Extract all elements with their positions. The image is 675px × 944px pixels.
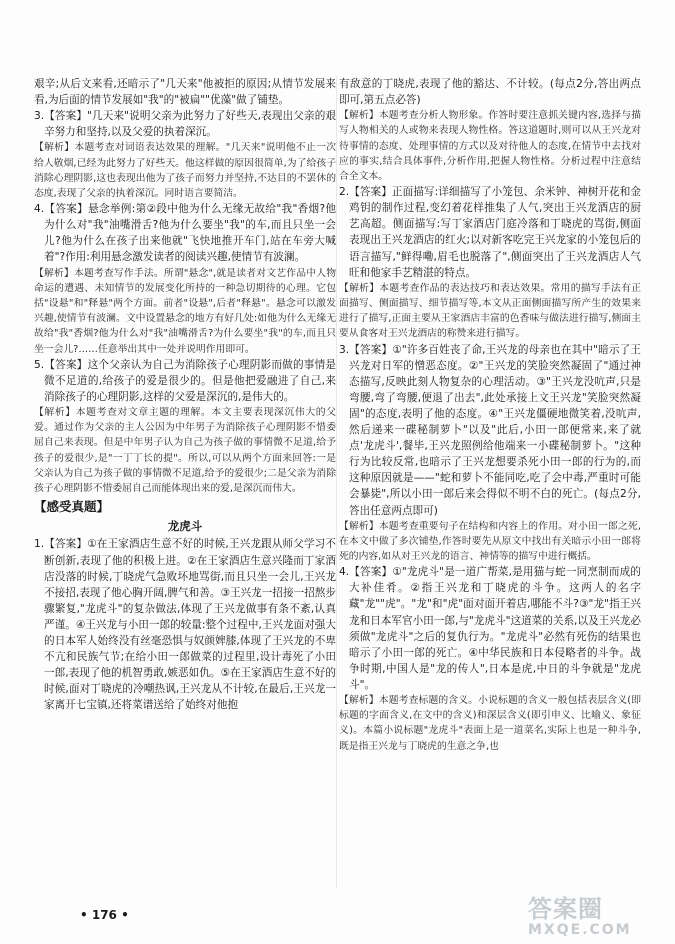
- column-divider: [336, 76, 337, 888]
- story-title: 龙虎斗: [167, 519, 203, 534]
- section-heading: 【感受真题】: [34, 499, 110, 515]
- watermark-bottom: MXQE.COM: [528, 922, 632, 938]
- story-question-1: [34, 536, 336, 713]
- analysis-3: 【解析】本题考查对词语表达效果的理解。"几天来"说明他不止一次给人敬烟,已经为此努力了好些天。他这样做的原因很简单,为了给孩子消除心理阴影,这也表现出他为了孩子而努力并坚持,不达目的不罢休的态度,表现了父亲的执着深沉。同时语言要简洁。: [34, 142, 336, 199]
- left-column: [34, 76, 336, 714]
- page-number: • 176 •: [80, 908, 129, 922]
- story-analysis-4: 【解析】本题考查标题的含义。小说标题的含义一般包括表层含义(即标题的字面含义,在文中的含义)和深层含义(即引申义、比喻义、象征义)。本篇小说标题"龙虎斗"表面上是一道菜名,实际上也是一种斗争,既是指王兴龙与丁晓虎的生意之争,也: [339, 694, 641, 752]
- story-question-2: [339, 184, 641, 341]
- question-4: [34, 201, 336, 357]
- story-answer-2: 2.【答案】正面描写:详细描写了小笼包、余米钟、神树开花和金鸡钥的制作过程,变幻着花样推集了人气,突出王兴龙酒店的厨艺高超。侧面描写:写丁家酒店门庭冷落和丁晓虎的骂街,侧面表现出王兴龙酒店的红火;以对新客吃完王兴龙家的小笼包后的语言描写,"鲜得嘞,眉毛也脱落了",侧面突出了王兴龙酒店人气旺和他家手艺精湛的特点。: [339, 186, 641, 279]
- question-3: [34, 108, 336, 201]
- answer-5: 5.【答案】这个父亲认为自己为消除孩子心理阴影而做的事情是微不足道的,给孩子的爱是很少的。但是他把爱融进了自己,来消除孩子的心理阴影,这样的父爱是深沉的,是伟大的。: [34, 358, 336, 403]
- answer-4: 4.【答案】悬念举例:第②段中他为什么无缘无故给"我"香烟?他为什么对"我"油嘴滑舌?他为什么要坐"我"的车,而且只坐一会儿?他为什么在孩子出来他就"飞快地推开车门,站在车旁大喊着"?作用:利用悬念激发读者的阅读兴趣,使情节有波澜。: [34, 203, 336, 264]
- watermark-top: 答案圈: [528, 895, 603, 923]
- story-answer-1: 1.【答案】①在王家酒店生意不好的时候,王兴龙跟从师父学习不断创新,表现了他的积极上进。②在王家酒店生意兴隆而丁家酒店没落的时候,丁晓虎气急败坏地骂街,而且只坐一会儿,王兴龙不接招,表现了他心胸开阔,脾气和善。③王兴龙一招接一招熬步骤繁复,"龙虎斗"的复杂做法,体现了王兴龙做事有条不紊,认真严谨。④王兴龙与小田一郎的较量:整个过程中,王兴龙面对强大的日本军人始终没有丝毫恐惧与奴颜婢膝,体现了王兴龙的不卑不亢和民族气节;在给小田一郎做菜的过程里,设计毒死了小田一郎,表现了他的机智勇敢,嫉恶如仇。⑤在王家酒店生意不好的时候,面对丁晓虎的冷嘲热讽,王兴龙从不计较,在最后,王兴龙一家离开七宝镇,还将菜谱送给了始终对他抱: [34, 538, 336, 712]
- right-column: [339, 76, 641, 754]
- story-answer-4: 4.【答案】①"龙虎斗"是一道广帮菜,是用猫与蛇一同烹制而成的大补佳肴。②指王兴龙和丁晓虎的斗争。这两人的名字藏"龙""虎"。"龙"和"虎"面对面开着店,哪能不斗?③"龙"指王兴龙和日本军官小田一郎,与"龙虎斗"这道菜的关系,以及王兴龙必须做"龙虎斗"之后的复仇行为。"龙虎斗"必然有死伤的结果也暗示了小田一郎的死亡。④中华民族和日本侵略者的斗争。战争时期,中国人是"龙的传人",日本是虎,中日的斗争就是"龙虎斗"。: [339, 566, 641, 691]
- analysis-5: 【解析】本题考查对文章主题的理解。本文主要表现深沉伟大的父爱。通过作为父亲的主人公因为中年男子为消除孩子心理阴影不惜委屈自己来表现。但是中年男子认为自己为孩子做的事情微不足道,给予孩子的爱很少,是"一丁丁长的提"。所以,可以从两个方面来回答:一是父亲认为自己为孩子做的事情微不足道,给予的爱很少;二是父亲为消除孩子心理阴影不惜委屈自己而能体现出来的爱,是深沉而伟大。: [34, 407, 336, 495]
- story-question-3: [339, 342, 641, 565]
- watermark-logo: [528, 896, 668, 942]
- story-analysis-1: 【解析】本题考查分析人物形象。作答时要注意抓关键内容,选择与描写人物相关的人或物来表现人物性格。答这道题时,则可以从王兴龙对待事情的态度、处理事情的方式以及对待他人的态度,在情节中去找对应的事实,结合具体事件,分析作用,把握人物性格。分析过程中注意结合全文本。: [339, 110, 641, 182]
- answer-3: 3.【答案】"几天来"说明父亲为此努力了好些天,表现出父亲的艰辛努力和坚持,以及父爱的执着深沉。: [34, 110, 336, 139]
- continued-paragraph-right: 有敌意的丁晓虎,表现了他的豁达、不计较。(每点2分,答出两点即可,第五点必答): [339, 78, 641, 107]
- story-question-4: [339, 564, 641, 754]
- continued-paragraph: 艰辛;从后文来看,还暗示了"几天来"他被拒的原因;从情节发展来看,为后面的情节发展如"我"的"被扁""优藻"做了铺垫。: [34, 78, 336, 107]
- analysis-4: 【解析】本题考查写作手法。所谓"悬念",就是读者对文艺作品中人物命运的遭遇、未知情节的发展变化所持的一种急切期待的心理。它包括"设悬"和"释悬"两个方面。前者"设悬",后者"释悬"。悬念可以激发兴趣,使情节有波澜。文中设置悬念的地方有好几处:如他为什么无缘无故给"我"香烟?他为什么对"我"油嘴滑舌?为什么要坐"我"的车,而且只坐一会儿?……任意举出其中一处并说明作用即可。: [34, 267, 336, 355]
- story-analysis-3: 【解析】本题考查重要句子在结构和内容上的作用。对小田一郎之死,在本文中做了多次铺垫,作答时要先从原文中找出有关暗示小田一郎将死的内容,如从对王兴龙的语言、神情等的描写中进行概括。: [339, 520, 641, 563]
- story-answer-3: 3.【答案】①"许多百姓丧了命,王兴龙的母亲也在其中"暗示了王兴龙对日军的憎恶态度。②"王兴龙的笑脸突然凝固了"通过神态描写,反映此刻人物复杂的心理活动。③"王兴龙没吭声,只是弯腰,弯了弯腰,便退了出去",此处承接上文王兴龙"笑脸突然凝固"的态度,表明了他的态度。④"王兴龙僵硬地微笑着,没吭声,然后递来一碟秘制萝卜"以及"此后,小田一郎便常来,来了就点'龙虎斗',餐毕,王兴龙照例给他端来一小碟秘制萝卜。"这种行为比较反常,也暗示了王兴龙想要杀死小田一郎的行为的,而这种原因就是——"蛇和萝卜不能同吃,吃了会中毒,严重时可能会暴毙",所以小田一郎后来会得似不明不白的死亡。(每点2分,答出任意两点即可): [339, 343, 641, 517]
- story-analysis-2: 【解析】本题考查作品的表达技巧和表达效果。常用的描写手法有正面描写、侧面描写、细节描写等,本文从正面侧面描写所产生的效果来进行了描写,正面主要从王家酒店丰富的色香味与做法进行描写,侧面主要从食客对王兴龙酒店的称赞来进行描写。: [339, 282, 641, 340]
- question-5: [34, 357, 336, 497]
